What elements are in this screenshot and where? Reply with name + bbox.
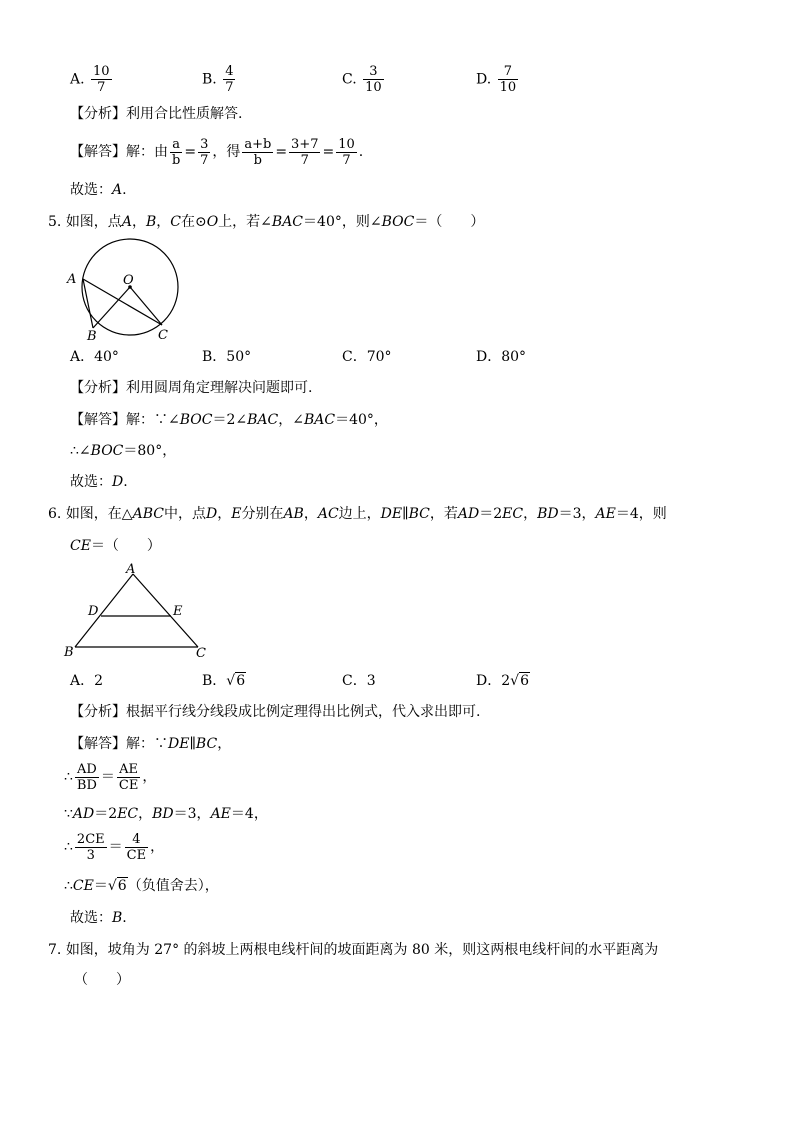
fraction: $\frac{AE}{CE}$ xyxy=(118,761,139,793)
option-label: C. xyxy=(342,71,357,88)
q4-option-b xyxy=(202,64,237,95)
q5-therefore: ∴∠BOC＝80°， xyxy=(70,443,177,459)
fraction: $\frac{3}{10}$ xyxy=(365,64,382,95)
q5-analysis: 【分析】利用圆周角定理解决问题即可. xyxy=(70,380,313,396)
q6-solution: 【解答】解：∵DE∥BC， xyxy=(70,736,232,752)
label-c: C xyxy=(196,646,206,661)
q4-option-c xyxy=(342,64,386,95)
label-e: E xyxy=(173,604,183,619)
q5-stem: 5. 如图，点A，B，C在⊙O上，若∠BAC＝40°，则∠BOC＝（ ） xyxy=(48,214,485,230)
q4-analysis: 【分析】利用合比性质解答. xyxy=(70,106,243,122)
sqrt: √6 xyxy=(107,878,127,894)
fraction: $\frac{4}{CE}$ xyxy=(126,831,147,863)
option-label: B. xyxy=(202,71,217,88)
q6-proportion: ∴ $\frac{AD}{BD}$ ＝ $\frac{AE}{CE}$ ， xyxy=(64,761,157,793)
q5-solution: 【解答】解：∵∠BOC＝2∠BAC，∠BAC＝40°， xyxy=(70,412,388,428)
fraction: $\frac{10}{7}$ xyxy=(93,64,110,95)
fraction: $\frac{a+b}{b}$ xyxy=(244,136,272,168)
fraction: $\frac{3}{7}$ xyxy=(200,136,209,168)
option-label: D. xyxy=(476,71,492,88)
q6-result: ∴CE＝√6（负值舍去）， xyxy=(64,878,219,894)
fraction: $\frac{a}{b}$ xyxy=(172,136,181,168)
q5-circle-figure xyxy=(60,236,190,344)
q4-option-a xyxy=(70,64,114,95)
q6-option-b: B．√6 xyxy=(202,673,246,689)
fraction: $\frac{10}{7}$ xyxy=(338,136,355,168)
sqrt: √6 xyxy=(510,673,529,689)
segment-ab xyxy=(75,574,133,647)
fraction: $\frac{7}{10}$ xyxy=(499,64,517,95)
label-b: B xyxy=(64,645,74,660)
label-a: A xyxy=(67,272,77,287)
q4-option-d xyxy=(476,64,520,95)
q6-stem-cont: CE＝（ ） xyxy=(70,538,161,554)
label-c: C xyxy=(158,328,168,343)
question-number: 6. xyxy=(48,506,62,522)
q5-option-a: A．40° xyxy=(70,349,119,365)
fraction: $\frac{2CE}{3}$ xyxy=(76,831,105,863)
q5-option-c: C．70° xyxy=(342,349,392,365)
segment-ac xyxy=(133,574,198,647)
q7-stem: 7. 如图，坡角为 27° 的斜坡上两根电线杆间的坡面距离为 80 米，则这两根电线杆间的水平距离为 xyxy=(48,942,659,958)
question-number: 7. xyxy=(48,942,62,958)
label-o: O xyxy=(123,273,134,288)
q6-option-c: C．3 xyxy=(342,673,376,689)
q6-substitution: ∴ $\frac{2CE}{3}$ ＝ $\frac{4}{CE}$ ， xyxy=(64,831,165,863)
segment-oc xyxy=(130,287,162,325)
fraction: $\frac{3+7}{7}$ xyxy=(291,136,319,168)
sqrt: √6 xyxy=(226,673,246,689)
q5-option-b: B．50° xyxy=(202,349,252,365)
q5-answer: 故选：D. xyxy=(70,474,128,490)
label-b: B xyxy=(87,329,97,344)
q4-solution: 【解答】解：由 $\frac{a}{b}$ = $\frac{3}{7}$ ，得 $\frac{a+b}{b}$ = $\frac{3+7}{7}$ = $\frac{10}{7}$ . xyxy=(70,136,364,168)
q4-answer: 故选：A. xyxy=(70,182,127,198)
fraction: $\frac{4}{7}$ xyxy=(225,64,234,95)
q6-given: ∵AD＝2EC，BD＝3，AE＝4， xyxy=(64,806,268,822)
q6-analysis: 【分析】根据平行线分线段成比例定理得出比例式，代入求出即可. xyxy=(70,704,481,720)
q6-triangle-figure xyxy=(60,560,220,662)
q7-stem-cont: （ ） xyxy=(74,972,130,988)
q6-answer: 故选：B. xyxy=(70,910,127,926)
q6-option-d: D．2√6 xyxy=(476,673,529,689)
label-a: A xyxy=(126,562,136,577)
question-number: 5. xyxy=(48,214,62,230)
label-d: D xyxy=(88,604,99,619)
segment-ob xyxy=(93,287,130,328)
fraction: $\frac{AD}{BD}$ xyxy=(76,761,97,793)
q6-stem: 6. 如图，在△ABC中，点D，E分别在AB，AC边上，DE∥BC，若AD＝2EC，BD＝3，AE＝4，则 xyxy=(48,506,667,522)
option-label: A. xyxy=(70,71,85,88)
q5-option-d: D．80° xyxy=(476,349,527,365)
q6-option-a: A．2 xyxy=(70,673,104,689)
